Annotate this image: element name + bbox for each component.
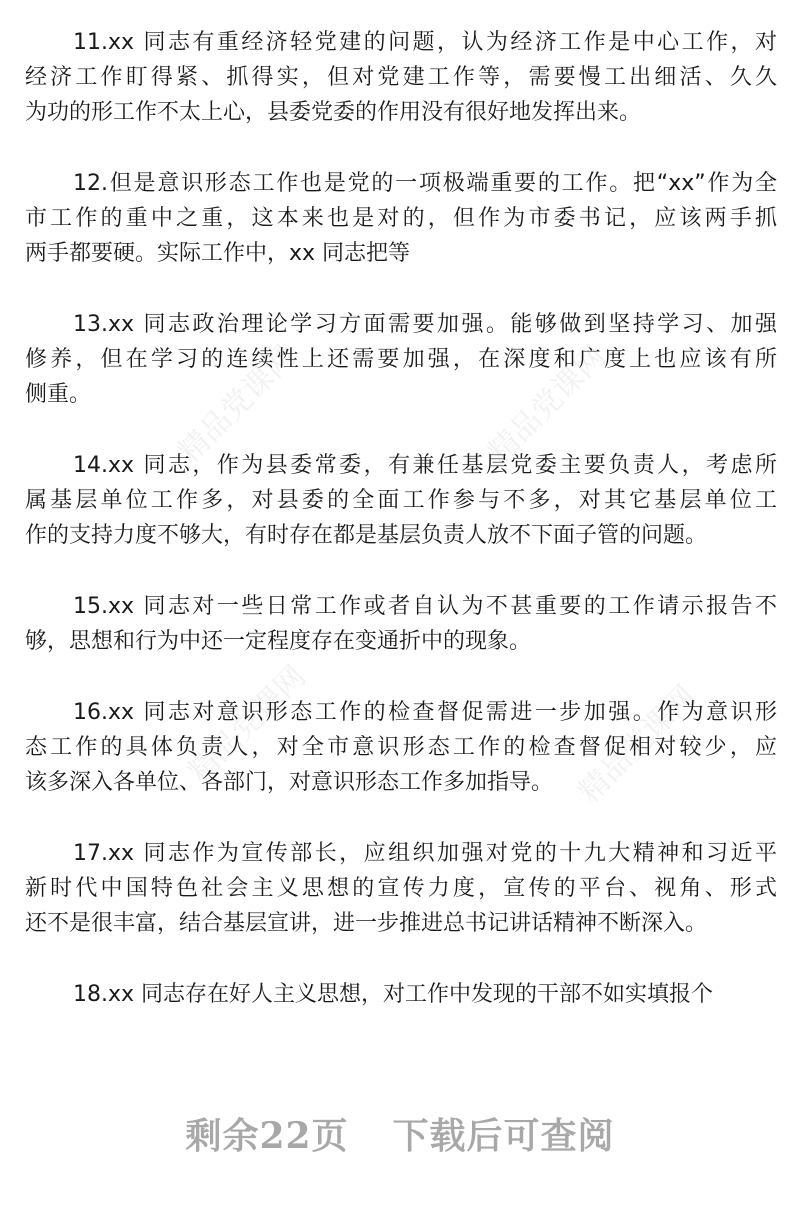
text-line: 15.xx 同志对一些日常工作或者自认为不甚重要的工作请示报告不 [73,594,777,619]
paragraph [25,977,777,1012]
paragraph [25,695,777,800]
text-line: 13.xx 同志政治理论学习方面需要加强。能够做到坚持学习、加强 [73,312,777,337]
watermark: 精品党课网 [482,339,613,470]
text-line: 修养，但在学习的连续性上还需要加强，在深度和广度上也应该有所 [25,347,777,372]
text-line: 16.xx 同志对意识形态工作的检查督促需进一步加强。作为意识形 [73,700,777,725]
text-line: 14.xx 同志，作为县委常委，有兼任基层党委主要负责人，考虑所 [73,453,777,478]
text-line: 17.xx 同志作为宣传部长，应组织加强对党的十九大精神和习近平 [73,841,777,866]
watermark: 精品党课网 [572,679,703,810]
text-line: 够，思想和行为中还一定程度存在变通折中的现象。 [25,629,532,654]
text-line: 作的支持力度不够大，有时存在都是基层负责人放不下面子管的问题。 [25,523,708,548]
text-line: 为功的形工作不太上心，县委党委的作用没有很好地发挥出来。 [25,100,642,125]
paragraph [25,836,777,941]
text-line: 18.xx 同志存在好人主义思想，对工作中发现的干部不如实填报个 [73,982,714,1007]
document-body [25,25,777,1048]
text-line: 属基层单位工作多，对县委的全面工作参与不多，对其它基层单位工 [25,488,777,513]
paragraph [25,25,777,130]
text-line: 新时代中国特色社会主义思想的宣传力度，宣传的平台、视角、形式 [25,876,777,901]
watermark: 精品党课网 [172,339,303,470]
paragraph [25,448,777,553]
text-line: 态工作的具体负责人，对全市意识形态工作的检查督促相对较少，应 [25,735,777,760]
watermark: 精品党课网 [182,659,313,790]
text-line: 经济工作盯得紧、抓得实，但对党建工作等，需要慢工出细活、久久 [25,65,777,90]
paragraph [25,307,777,412]
text-line: 市工作的重中之重，这本来也是对的，但作为市委书记，应该两手抓 [25,206,777,231]
text-line: 11.xx 同志有重经济轻党建的问题，认为经济工作是中心工作，对 [73,30,777,55]
download-to-view-label[interactable]: 下载后可查阅 [392,1115,615,1157]
text-line: 还不是很丰富，结合基层宣讲，进一步推进总书记讲话精神不断深入。 [25,911,708,936]
text-line: 侧重。 [25,382,92,407]
text-line: 该多深入各单位、各部门，对意识形态工作多加指导。 [25,770,554,795]
paragraph [25,589,777,659]
text-line: 两手都要硬。实际工作中，xx 同志把等 [25,241,411,266]
paragraph [25,166,777,271]
text-line: 12.但是意识形态工作也是党的一项极端重要的工作。把“xx”作为全 [73,171,777,196]
download-prompt[interactable] [0,1108,800,1159]
remaining-pages-label: 剩余22页 [185,1115,349,1157]
